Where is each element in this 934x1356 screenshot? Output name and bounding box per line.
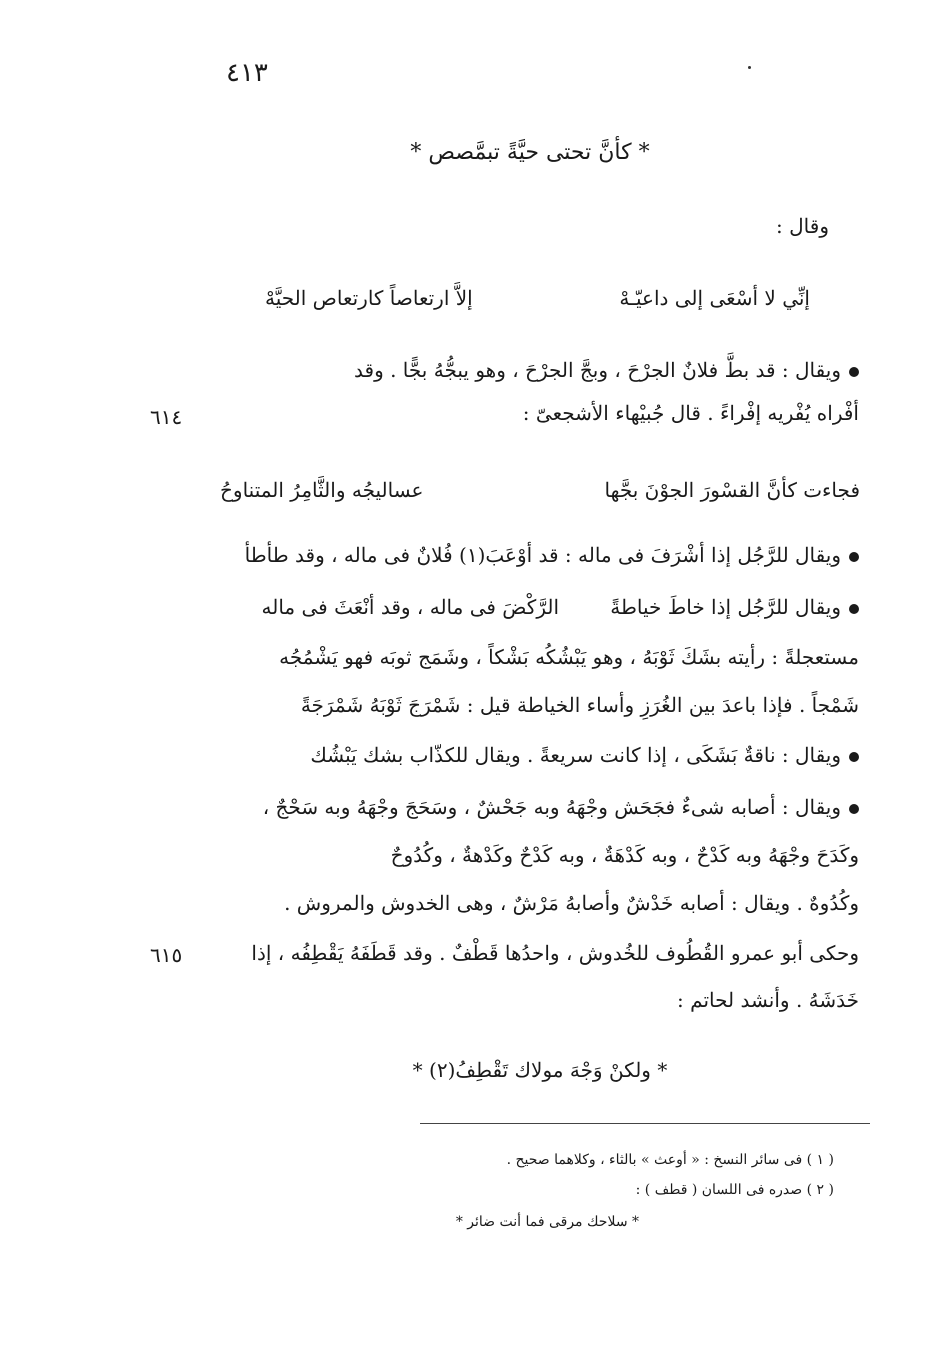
- footnote-1: ( ١ ) فى سائر النسخ : « أوعث » بالثاء ، وكلاهما صحيح .: [506, 1152, 834, 1168]
- para-3: [310, 745, 859, 765]
- para-2-line-2-b: [610, 597, 859, 617]
- para-2-line-2-b-text: ويقال للرَّجُل إذا خاطَ خياطةً: [610, 595, 841, 619]
- verse-2-left-hemistich: عساليجُه والثَّامِرُ المتناوحُ: [220, 478, 424, 502]
- footnote-2-verse: * سلاحك مرقى فما أنت ضائر *: [455, 1214, 639, 1230]
- para-4-line-4: وحكى أبو عمرو القُطُوف للخُدوش ، واحدُها قَطْفٌ . وقد قَطَفَهُ يَقْطِفُه ، إذا: [251, 941, 859, 965]
- para-4-line-2: وكَدَحَ وجْهَهُ وبه كَدْحٌ ، وبه كَدْهَةٌ ، وبه كَدْحٌ وكَدْهةٌ ، وكُدُوحٌ: [390, 843, 859, 867]
- para-2-line-1: [245, 545, 859, 565]
- page-mark: [748, 66, 751, 69]
- para-4-line-1: [263, 797, 859, 817]
- para-4-line-5: خَدَشَهُ . وأنشد لحاتم :: [677, 988, 859, 1012]
- bullet-icon: [849, 367, 859, 377]
- bullet-icon: [849, 752, 859, 762]
- bullet-icon: [849, 804, 859, 814]
- bullet-icon: [849, 552, 859, 562]
- para-2-line-3: مستعجلةً : رأيته بشَكَ ثَوْبَهُ ، وهو يَبْشُكُه بَشْكاً ، وشَمَج ثوبَه فهو يَشْمُجُه: [279, 645, 859, 669]
- intro-line-1: وقال :: [776, 214, 829, 238]
- opening-verse: * كأنَّ تحتى حيَّةً تبمَّصص *: [410, 140, 650, 165]
- footnote-2: ( ٢ ) صدره فى اللسان ( قطف ) :: [635, 1182, 834, 1198]
- verse-1-left-hemistich: إلاَّ ارتعاصاً كارتعاص الحيَّهْ: [265, 286, 473, 310]
- para-1-line-2: أفْراه يُفْريه إفْراءً . قال جُبيْهاء الأشجعىّ :: [522, 401, 859, 425]
- para-1-line-1-text: ويقال : قد بطَّ فلانٌ الجرْحَ ، وبجَّ الجرْحَ ، وهو يبجُّهُ بجًّا . وقد: [354, 358, 841, 382]
- bullet-icon: [849, 604, 859, 614]
- para-4-line-3: وكُدُوهٌ . ويقال : أصابه خَدْشٌ وأصابهُ مَرْشٌ ، وهى الخدوش والمروش .: [284, 891, 859, 915]
- para-1-line-1: [169, 360, 859, 380]
- verse-2: [220, 478, 860, 502]
- para-3-text: ويقال : ناقةٌ بَشَكَى ، إذا كانت سريعةً . ويقال للكذّاب بشك يَبْشُك: [310, 743, 841, 767]
- verse-1: [265, 286, 810, 310]
- para-2-line-1-text: ويقال للرَّجُل إذا أشْرَفَ فى ماله : قد أوْعَبَ(١) فُلانٌ فى ماله ، وقد طأطأ: [244, 543, 841, 567]
- para-4-line-1-text: ويقال : أصابه شىءٌ فجَحَش وجْهَهُ وبه جَحْشٌ ، وسَحَجَ وجْهَهُ وبه سَحْجٌ ،: [262, 795, 841, 819]
- page-number: ٤١٣: [226, 58, 268, 88]
- closing-verse: * ولكنْ وَجْهَ مولاك تَقْطِفُ(٢) *: [412, 1058, 668, 1082]
- verse-1-right-hemistich: إنِّي لا أسْعَى إلى داعيّـهْ: [619, 286, 810, 310]
- footnote-divider: [420, 1123, 870, 1124]
- verse-2-right-hemistich: فجاءت كأنَّ القسْورَ الجوْنَ بجَّها: [604, 478, 860, 502]
- margin-number-615: ٦١٥: [150, 943, 183, 967]
- margin-number-614: ٦١٤: [150, 405, 183, 429]
- para-2-line-4: شَمْجاً . فإذا باعدَ بين الغُرَزِ وأساء الخياطة قيل : شَمْرَجَ ثَوْبَهُ شَمْرَجَةً: [300, 693, 859, 717]
- para-2-line-2-a: الرَّكْضَ فى ماله ، وقد أنْعَثَ فى ماله: [261, 595, 559, 619]
